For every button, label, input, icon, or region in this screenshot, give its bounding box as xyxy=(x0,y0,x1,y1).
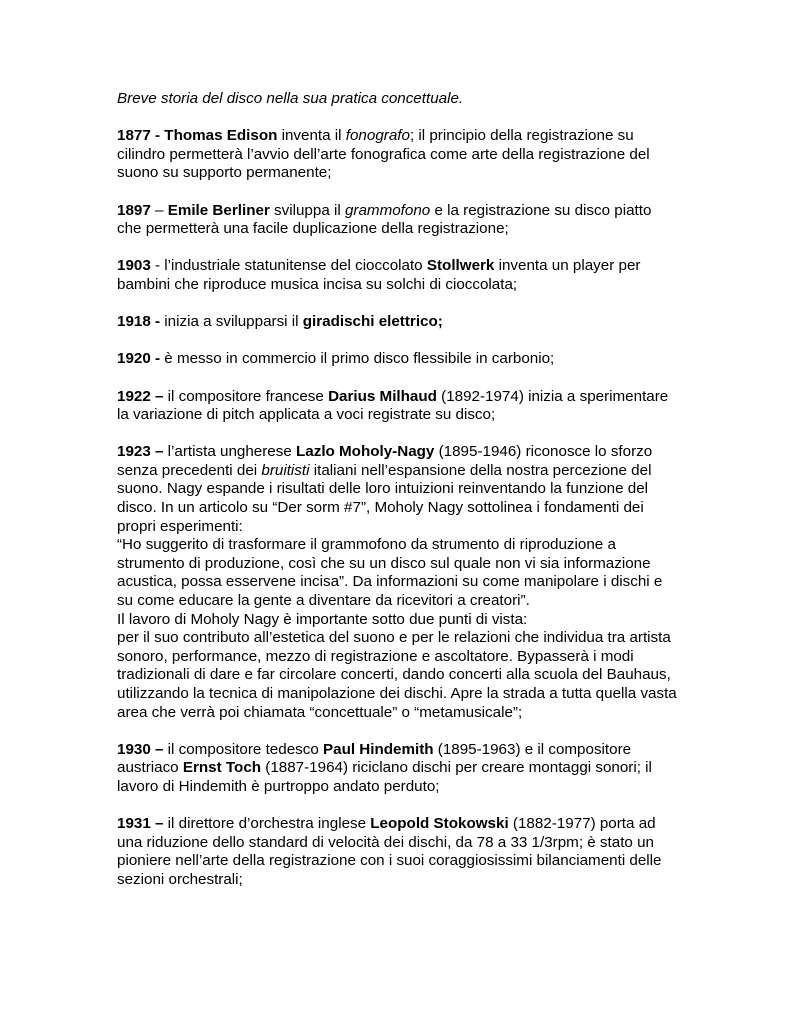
entry-text: - l’industriale statunitense del cioccolato xyxy=(150,257,427,275)
person-name: Stollwerk xyxy=(426,257,495,275)
entry-text: è messo in commercio il primo disco flessibile in carbonio; xyxy=(160,350,555,368)
entry-text: e la registrazione su disco piatto che permetterà una facile duplicazione della registrazione; xyxy=(117,201,652,238)
invention-name: grammofono xyxy=(344,201,431,219)
entry-1897 xyxy=(117,202,677,239)
entry-1930-text xyxy=(117,741,677,797)
entry-1923-text xyxy=(117,443,677,536)
entry-text: (1882-1977) porta ad una riduzione dello standard di velocità dei dischi, da 78 a 33 1/3rpm; è stato un pioniere nell’arte della registrazione con i suoi coraggiosissimi bilanciamenti delle sezioni orchestrali; xyxy=(117,815,662,888)
entry-year: 1922 – xyxy=(117,387,164,405)
document-title: Breve storia del disco nella sua pratica concettuale. xyxy=(117,90,464,107)
invention-name: fonografo xyxy=(345,127,410,145)
person-name: Darius Milhaud xyxy=(328,387,437,405)
entry-1918-text xyxy=(117,313,677,332)
person-name: Emile Berliner xyxy=(167,201,270,219)
entry-text: l’artista ungherese xyxy=(163,443,296,461)
entry-text: (1887-1964) riciclano dischi per creare montaggi sonori; il lavoro di Hindemith è purtroppo andato perduto; xyxy=(117,759,652,795)
entry-text: (1895-1946) riconosce lo sforzo senza precedenti dei xyxy=(117,443,653,479)
movement-name: bruitisti xyxy=(261,461,310,479)
entry-1930 xyxy=(117,741,677,797)
entry-1923-paragraph: Il lavoro di Moholy Nagy è importante sotto due punti di vista: xyxy=(117,610,528,628)
entry-text: (1895-1963) e il compositore austriaco xyxy=(117,740,632,777)
entry-1923 xyxy=(117,443,677,722)
person-name: Leopold Stokowski xyxy=(370,815,509,833)
entry-text: ; il principio della registrazione su cilindro permetterà l’avvio dell’arte fonografica come arte della registrazione del suono su supporto permanente; xyxy=(117,127,650,182)
entry-text: sviluppa il xyxy=(269,201,345,219)
entry-year: 1903 xyxy=(117,257,151,275)
entry-year: 1920 - xyxy=(117,350,161,368)
entry-1903-text xyxy=(117,257,677,294)
entry-year: 1897 xyxy=(117,201,151,219)
entry-1923-quote: “Ho suggerito di trasformare il grammofono da strumento di riproduzione a strumento di produzione, così che su un disco sul quale non vi sia informazione acustica, possa esservene incisa”. Da informazioni su come manipolare i dischi e su come educare la gente a diventare da ricevitori a creatori”. xyxy=(117,536,663,610)
entry-1923-paragraph: per il suo contributo all’estetica del suono e per le relazioni che individua tra artista sonoro, performance, mezzo di registrazione e ascoltatore. Bypasserà i modi tradizionali di dare e far circolare concerti, dando concerti alla scuola del Bauhaus, utilizzando la tecnica di manipolazione dei dischi. Apre la strada a tutta quella vasta area che verrà poi chiamata “concettuale” o “metamusicale”; xyxy=(117,629,677,721)
entry-text: inventa un player per bambini che riproduce musica incisa su solchi di cioccolata; xyxy=(117,257,641,293)
entry-1931-text xyxy=(117,815,677,889)
entry-1877-text xyxy=(117,127,677,183)
entry-1920 xyxy=(117,350,677,369)
document-page xyxy=(117,90,677,908)
person-name: Thomas Edison xyxy=(164,127,278,145)
entry-text: italiani nell’espansione della nostra percezione del suono. Nagy espande i risultati delle loro intuizioni reinventando la funzione del disco. In un articolo su “Der sorm #7”, Moholy Nagy sottolinea i fondamenti dei propri esperimenti: xyxy=(117,461,652,535)
entry-1918 xyxy=(117,313,677,332)
subject-name: giradischi elettrico; xyxy=(302,313,443,331)
entry-year: 1923 – xyxy=(117,443,164,461)
entry-1920-text xyxy=(117,350,677,369)
entry-year: 1918 - xyxy=(117,313,161,331)
entry-year: 1930 – xyxy=(117,740,164,758)
entry-1931 xyxy=(117,815,677,889)
entry-text: inventa il xyxy=(277,127,346,145)
entry-text: inizia a svilupparsi il xyxy=(160,313,303,331)
entry-year: 1931 – xyxy=(117,815,164,833)
entry-text: il compositore tedesco xyxy=(163,740,323,758)
person-name: Paul Hindemith xyxy=(323,740,434,758)
person-name: Ernst Toch xyxy=(182,759,262,777)
entry-year: 1877 - xyxy=(117,127,165,145)
entry-text: il direttore d’orchestra inglese xyxy=(163,815,371,833)
entry-1877 xyxy=(117,127,677,183)
entry-1897-text xyxy=(117,202,677,239)
person-name: Lazlo Moholy-Nagy xyxy=(296,443,435,461)
entry-1903 xyxy=(117,257,677,294)
entry-1922 xyxy=(117,388,677,425)
entry-text: il compositore francese xyxy=(163,387,329,405)
entry-dash: – xyxy=(150,201,168,219)
entry-1922-text xyxy=(117,388,677,425)
entry-text: (1892-1974) inizia a sperimentare la variazione di pitch applicata a voci registrate su disco; xyxy=(117,387,669,424)
